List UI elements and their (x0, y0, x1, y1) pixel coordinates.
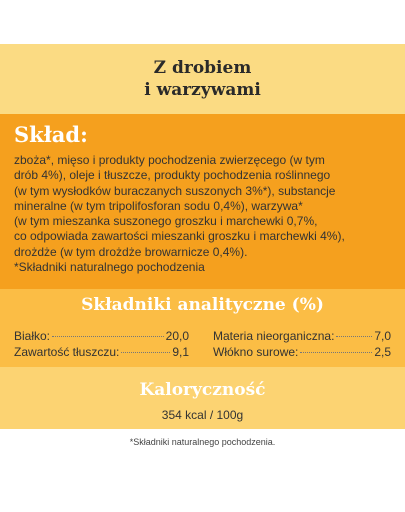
footnote: *Składniki naturalnego pochodzenia. (129, 437, 276, 447)
ingredients-line: drożdże (w tym drożdże browarnicze 0,4%). (14, 244, 248, 259)
row-label: Włókno surowe: (213, 345, 299, 359)
row-value: 7,0 (374, 329, 391, 343)
dotted-leader (121, 352, 170, 353)
ingredients-line: drób 4%), oleje i tłuszcze, produkty pochodzenia roślinnego (14, 168, 331, 183)
analytical-row-ash (213, 329, 391, 343)
row-value: 9,1 (172, 345, 189, 359)
product-title-line-2: i warzywami (144, 80, 261, 100)
composition-heading: Skład: (14, 122, 88, 147)
ingredients-text (14, 153, 399, 275)
calories-value: 354 kcal / 100g (161, 408, 244, 422)
row-value: 20,0 (165, 329, 189, 343)
analytical-heading: Składniki analityczne (%) (81, 295, 324, 315)
ingredients-line: zboża*, mięso i produkty pochodzenia zwierzęcego (w tym (14, 153, 325, 167)
ingredients-line: (w tym mieszanka suszonego groszku i marchewki 0,7%, (14, 214, 318, 229)
dotted-leader (300, 352, 372, 353)
ingredients-line: *Składniki naturalnego pochodzenia (14, 260, 205, 275)
ingredients-line: co odpowiada zawartości mieszanki groszku i marchewki 4%), (14, 229, 345, 244)
dotted-leader (52, 336, 164, 337)
analytical-row-protein (14, 329, 189, 343)
row-label: Zawartość tłuszczu: (14, 345, 120, 359)
dotted-leader (336, 336, 372, 337)
row-label: Materia nieorganiczna: (213, 329, 335, 343)
row-label: Białko: (14, 329, 51, 343)
ingredients-line: mineralne (w tym tripolifosforan sodu 0,4%), warzywa* (14, 198, 303, 213)
calories-heading: Kaloryczność (139, 380, 266, 400)
row-value: 2,5 (374, 345, 391, 359)
analytical-row-fat (14, 345, 189, 359)
product-title-band (0, 44, 405, 114)
ingredients-line: (w tym wysłodków buraczanych suszonych 3%*), substancje (14, 183, 336, 198)
product-title-line-1: Z drobiem (153, 58, 252, 78)
analytical-row-fiber (213, 345, 391, 359)
